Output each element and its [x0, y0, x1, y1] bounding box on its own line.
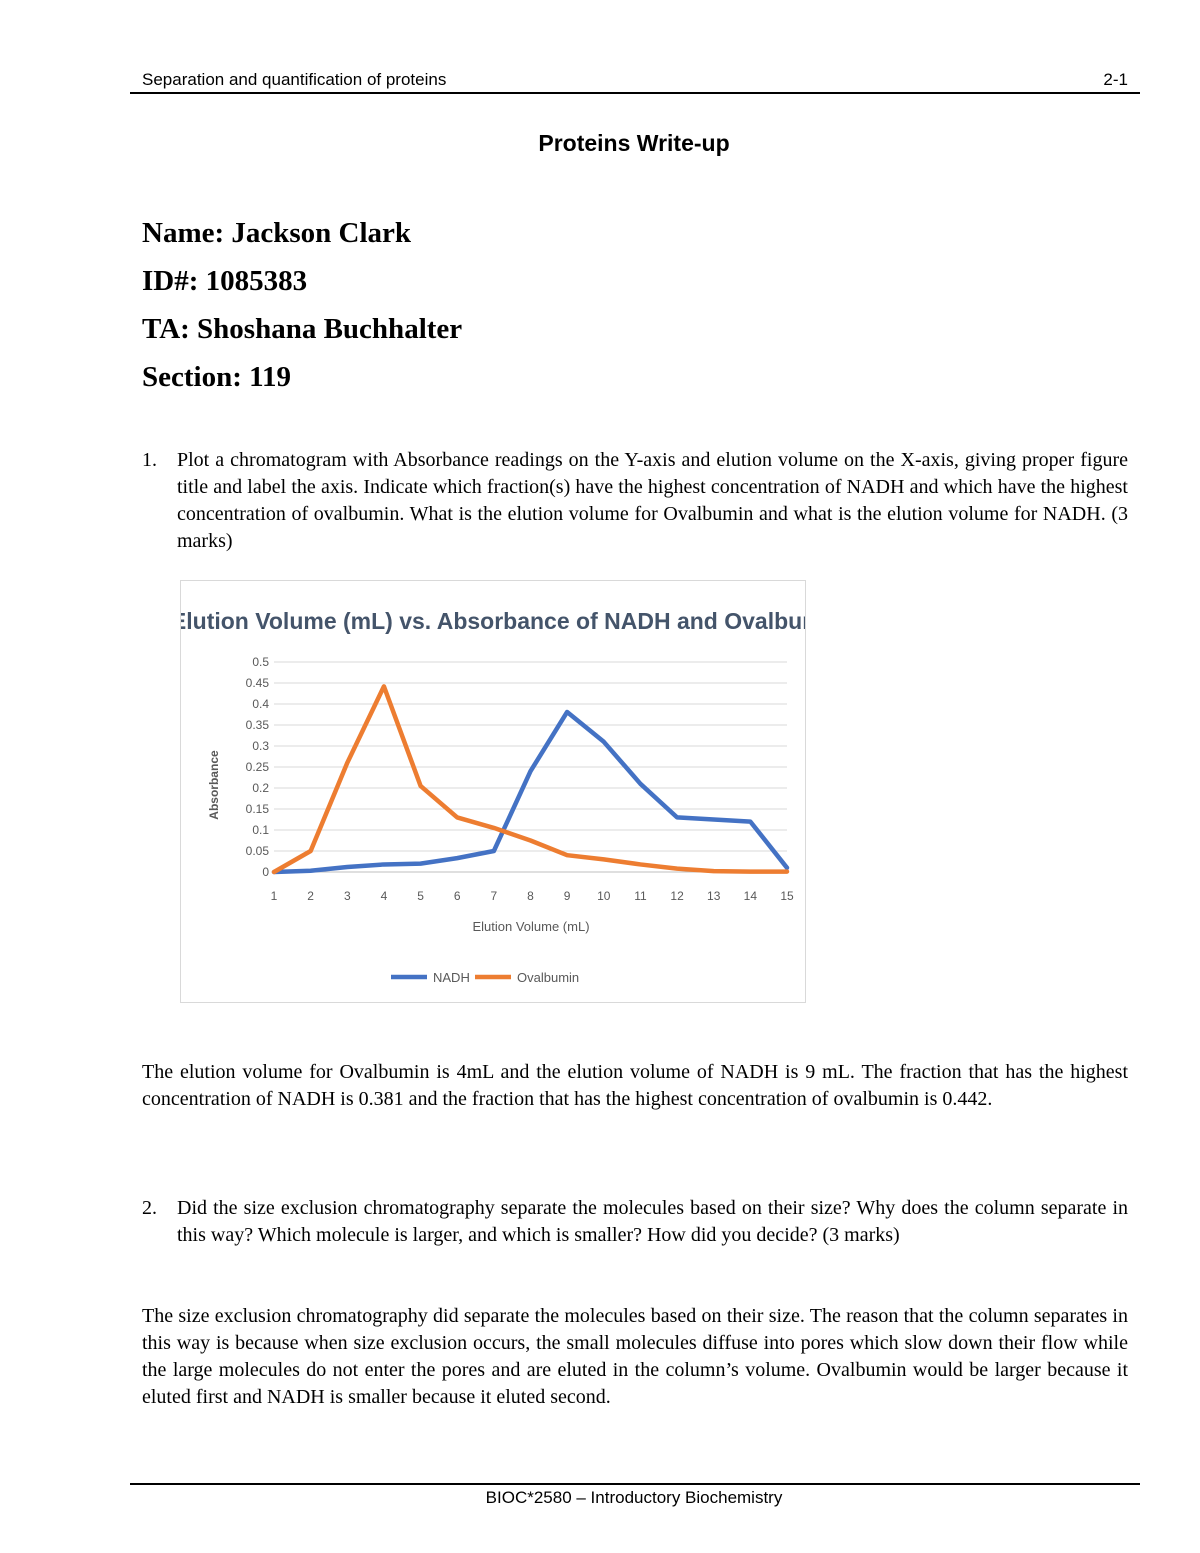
y-tick-label: 0: [262, 865, 269, 879]
x-tick-label: 4: [380, 889, 388, 903]
y-tick-label: 0.45: [245, 676, 269, 690]
question-1-number: 1.: [142, 449, 157, 471]
answer-2: The size exclusion chromatography did separate the molecules based on their size. The reason that the column separates in this way is because when size exclusion occurs, the small molecules diffuse into pores which slow down their flow while the large molecules do not enter the pores and are eluted in the column’s volume. Ovalbumin would be larger because it eluted first and NADH is smaller because it eluted second.: [142, 1305, 1128, 1408]
ta-name: TA: Shoshana Buchhalter: [142, 313, 463, 345]
question-2-text: Did the size exclusion chromatography separate the molecules based on their size? Why does the column separate in this way? Which molecule is larger, and which is smaller? How did you decide? (3 marks): [177, 1197, 1128, 1246]
y-tick-label: 0.15: [245, 802, 269, 816]
x-tick-label: 6: [453, 889, 461, 903]
document-title: Proteins Write-up: [538, 130, 730, 156]
series-line-ovalbumin: [274, 686, 787, 872]
x-tick-label: 14: [743, 889, 758, 903]
x-axis-label: Elution Volume (mL): [472, 919, 590, 934]
series-lines: [274, 686, 787, 872]
section-number: Section: 119: [142, 361, 292, 393]
answer-1: The elution volume for Ovalbumin is 4mL and the elution volume of NADH is 9 mL. The fraction that has the highest concentration of NADH is 0.381 and the fraction that has the highest concentration of ovalbumin is 0.442.: [142, 1061, 1128, 1110]
y-tick-label: 0.05: [245, 844, 269, 858]
x-tick-label: 1: [270, 889, 278, 903]
y-axis-label: Absorbance: [207, 750, 221, 820]
x-tick-label: 5: [417, 889, 424, 903]
student-id: ID#: 1085383: [142, 265, 308, 297]
y-tick-label: 0.25: [245, 760, 269, 774]
chart-title: Elution Volume (mL) vs. Absorbance of NADH and Ovalbumin: [181, 608, 805, 634]
x-tick-label: 3: [343, 889, 351, 903]
y-tick-label: 0.3: [252, 739, 269, 753]
x-tick-label: 11: [634, 889, 647, 903]
x-tick-label: 13: [707, 889, 721, 903]
header-title: Separation and quantification of proteins: [142, 70, 447, 89]
y-tick-label: 0.5: [252, 655, 269, 669]
x-tick-label: 10: [597, 889, 611, 903]
page-header: [142, 70, 1128, 92]
question-1-text: Plot a chromatogram with Absorbance readings on the Y-axis and elution volume on the X-axis, giving proper figure title and label the axis. Indicate which fraction(s) have the highest concentration of NADH and which have the highest concentration of ovalbumin. What is the elution volume for Ovalbumin and what is the elution volume for NADH. (3 marks): [177, 449, 1128, 552]
legend-label-ovalbumin: Ovalbumin: [517, 970, 580, 985]
footer-rule: [130, 1483, 1140, 1485]
question-1: [142, 447, 1128, 555]
x-tick-label: 12: [670, 889, 684, 903]
question-2: [142, 1195, 1128, 1249]
legend: [391, 970, 579, 985]
x-tick-label: 9: [563, 889, 571, 903]
y-tick-label: 0.1: [252, 823, 269, 837]
y-tick-label: 0.2: [252, 781, 269, 795]
header-rule: [130, 92, 1140, 94]
x-tick-label: 7: [490, 889, 498, 903]
x-tick-label: 15: [780, 889, 794, 903]
student-name: Name: Jackson Clark: [142, 217, 412, 249]
page-footer: BIOC*2580 – Introductory Biochemistry: [485, 1488, 783, 1507]
y-tick-label: 0.35: [245, 718, 269, 732]
x-tick-labels: [271, 889, 794, 903]
chromatogram-chart: [180, 580, 806, 1003]
x-tick-label: 2: [307, 889, 314, 903]
x-tick-label: 8: [527, 889, 534, 903]
chart-svg: [181, 581, 805, 1002]
question-2-number: 2.: [142, 1197, 157, 1219]
y-tick-labels: [246, 655, 270, 879]
y-tick-label: 0.4: [252, 697, 269, 711]
page-number: 2-1: [1103, 70, 1128, 89]
legend-label-nadh: NADH: [433, 970, 470, 985]
series-line-nadh: [274, 712, 787, 872]
